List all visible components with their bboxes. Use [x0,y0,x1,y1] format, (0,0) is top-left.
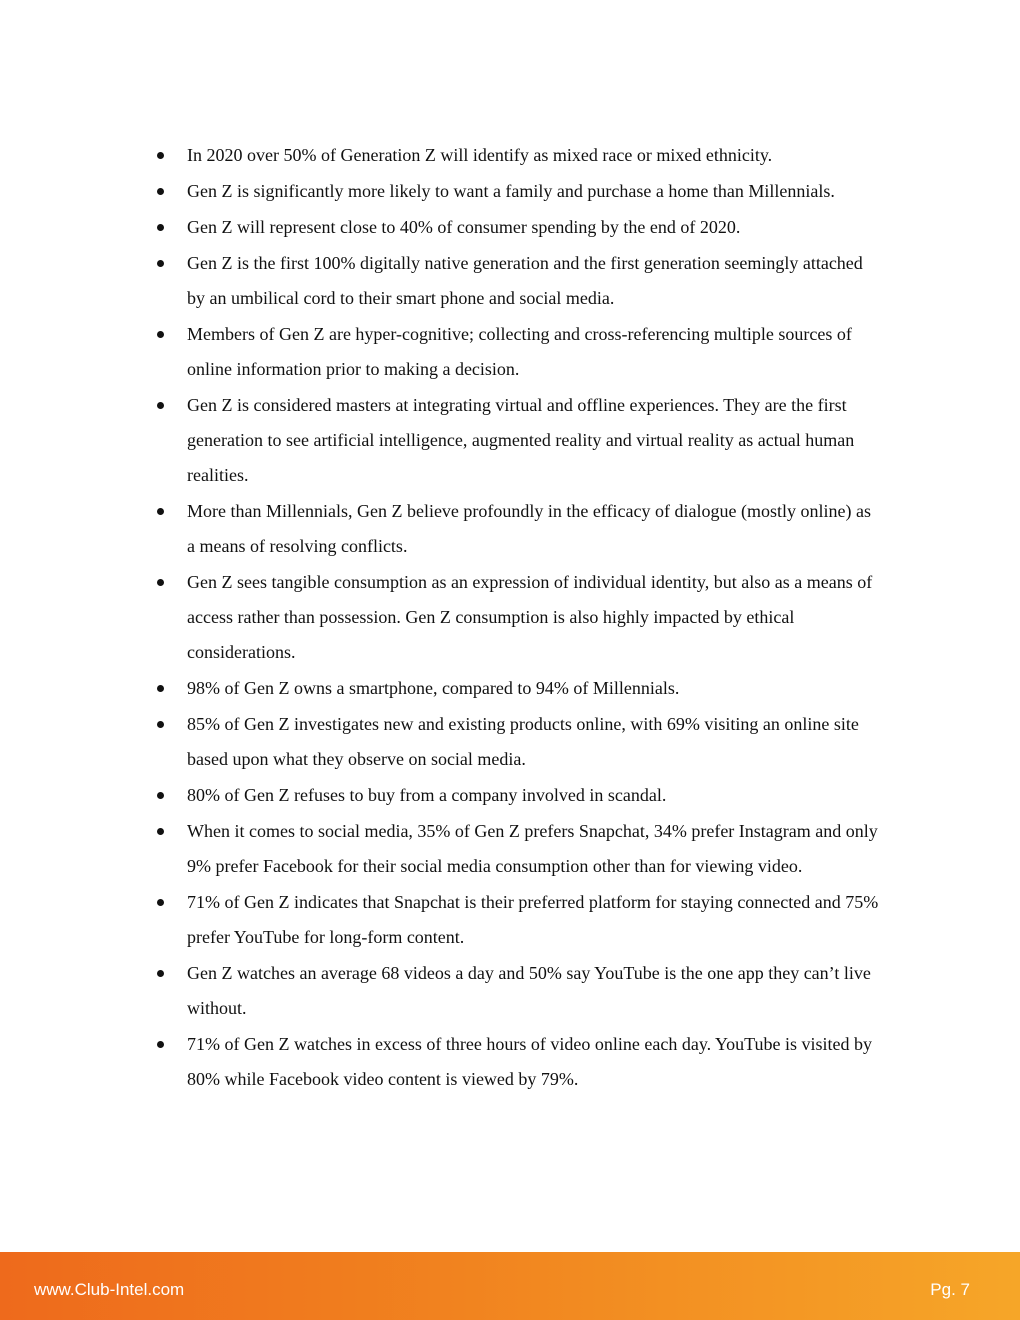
bullet-icon [157,721,164,728]
list-item-text: Members of Gen Z are hyper-cognitive; collecting and cross-referencing multiple sources of online information prior to making a decision. [187,324,852,379]
list-item-text: 71% of Gen Z indicates that Snapchat is their preferred platform for staying connected and 75% prefer YouTube for long-form content. [187,892,879,947]
bullet-icon [157,899,164,906]
list-item [0,210,1020,245]
list-item-text: When it comes to social media, 35% of Gen Z prefers Snapchat, 34% prefer Instagram and only 9% prefer Facebook for their social media consumption other than for viewing video. [187,821,878,876]
list-item [0,138,1020,173]
list-item [0,246,1020,316]
bullet-icon [157,579,164,586]
list-item-text: Gen Z will represent close to 40% of consumer spending by the end of 2020. [187,217,741,237]
list-item-text: Gen Z watches an average 68 videos a day and 50% say YouTube is the one app they can’t live without. [187,963,871,1018]
bullet-icon [157,828,164,835]
list-item [0,174,1020,209]
list-item [0,671,1020,706]
bullet-icon [157,1041,164,1048]
bullet-icon [157,792,164,799]
bullet-icon [157,402,164,409]
list-item-text: Gen Z is significantly more likely to want a family and purchase a home than Millennials. [187,181,835,201]
bullet-icon [157,188,164,195]
bullet-icon [157,508,164,515]
list-item [0,1027,1020,1097]
page-number: Pg. 7 [930,1280,970,1299]
website-link[interactable]: www.Club-Intel.com [34,1280,185,1299]
bullet-icon [157,224,164,231]
bullet-list [0,138,1020,1097]
document-body [0,138,1020,1098]
bullet-icon [157,152,164,159]
list-item [0,494,1020,564]
bullet-icon [157,685,164,692]
list-item [0,778,1020,813]
bullet-icon [157,331,164,338]
list-item [0,814,1020,884]
list-item [0,707,1020,777]
list-item-text: 71% of Gen Z watches in excess of three hours of video online each day. YouTube is visited by 80% while Facebook video content is viewed by 79%. [187,1034,873,1089]
list-item [0,565,1020,670]
page-footer [0,1252,1020,1320]
list-item-text: More than Millennials, Gen Z believe profoundly in the efficacy of dialogue (mostly online) as a means of resolving conflicts. [187,501,871,556]
list-item [0,956,1020,1026]
list-item-text: Gen Z is considered masters at integrating virtual and offline experiences. They are the first generation to see artificial intelligence, augmented reality and virtual reality as actual human realities. [187,395,855,485]
bullet-icon [157,970,164,977]
list-item-text: 98% of Gen Z owns a smartphone, compared to 94% of Millennials. [187,678,680,698]
list-item-text: 85% of Gen Z investigates new and existing products online, with 69% visiting an online site based upon what they observe on social media. [187,714,859,769]
list-item [0,317,1020,387]
list-item-text: Gen Z is the first 100% digitally native generation and the first generation seemingly attached by an umbilical cord to their smart phone and social media. [187,253,863,308]
list-item-text: 80% of Gen Z refuses to buy from a company involved in scandal. [187,785,667,805]
list-item-text: Gen Z sees tangible consumption as an expression of individual identity, but also as a means of access rather than possession. Gen Z consumption is also highly impacted by ethical considerations. [187,572,873,662]
list-item [0,885,1020,955]
bullet-icon [157,260,164,267]
list-item-text: In 2020 over 50% of Generation Z will identify as mixed race or mixed ethnicity. [187,145,773,165]
list-item [0,388,1020,493]
